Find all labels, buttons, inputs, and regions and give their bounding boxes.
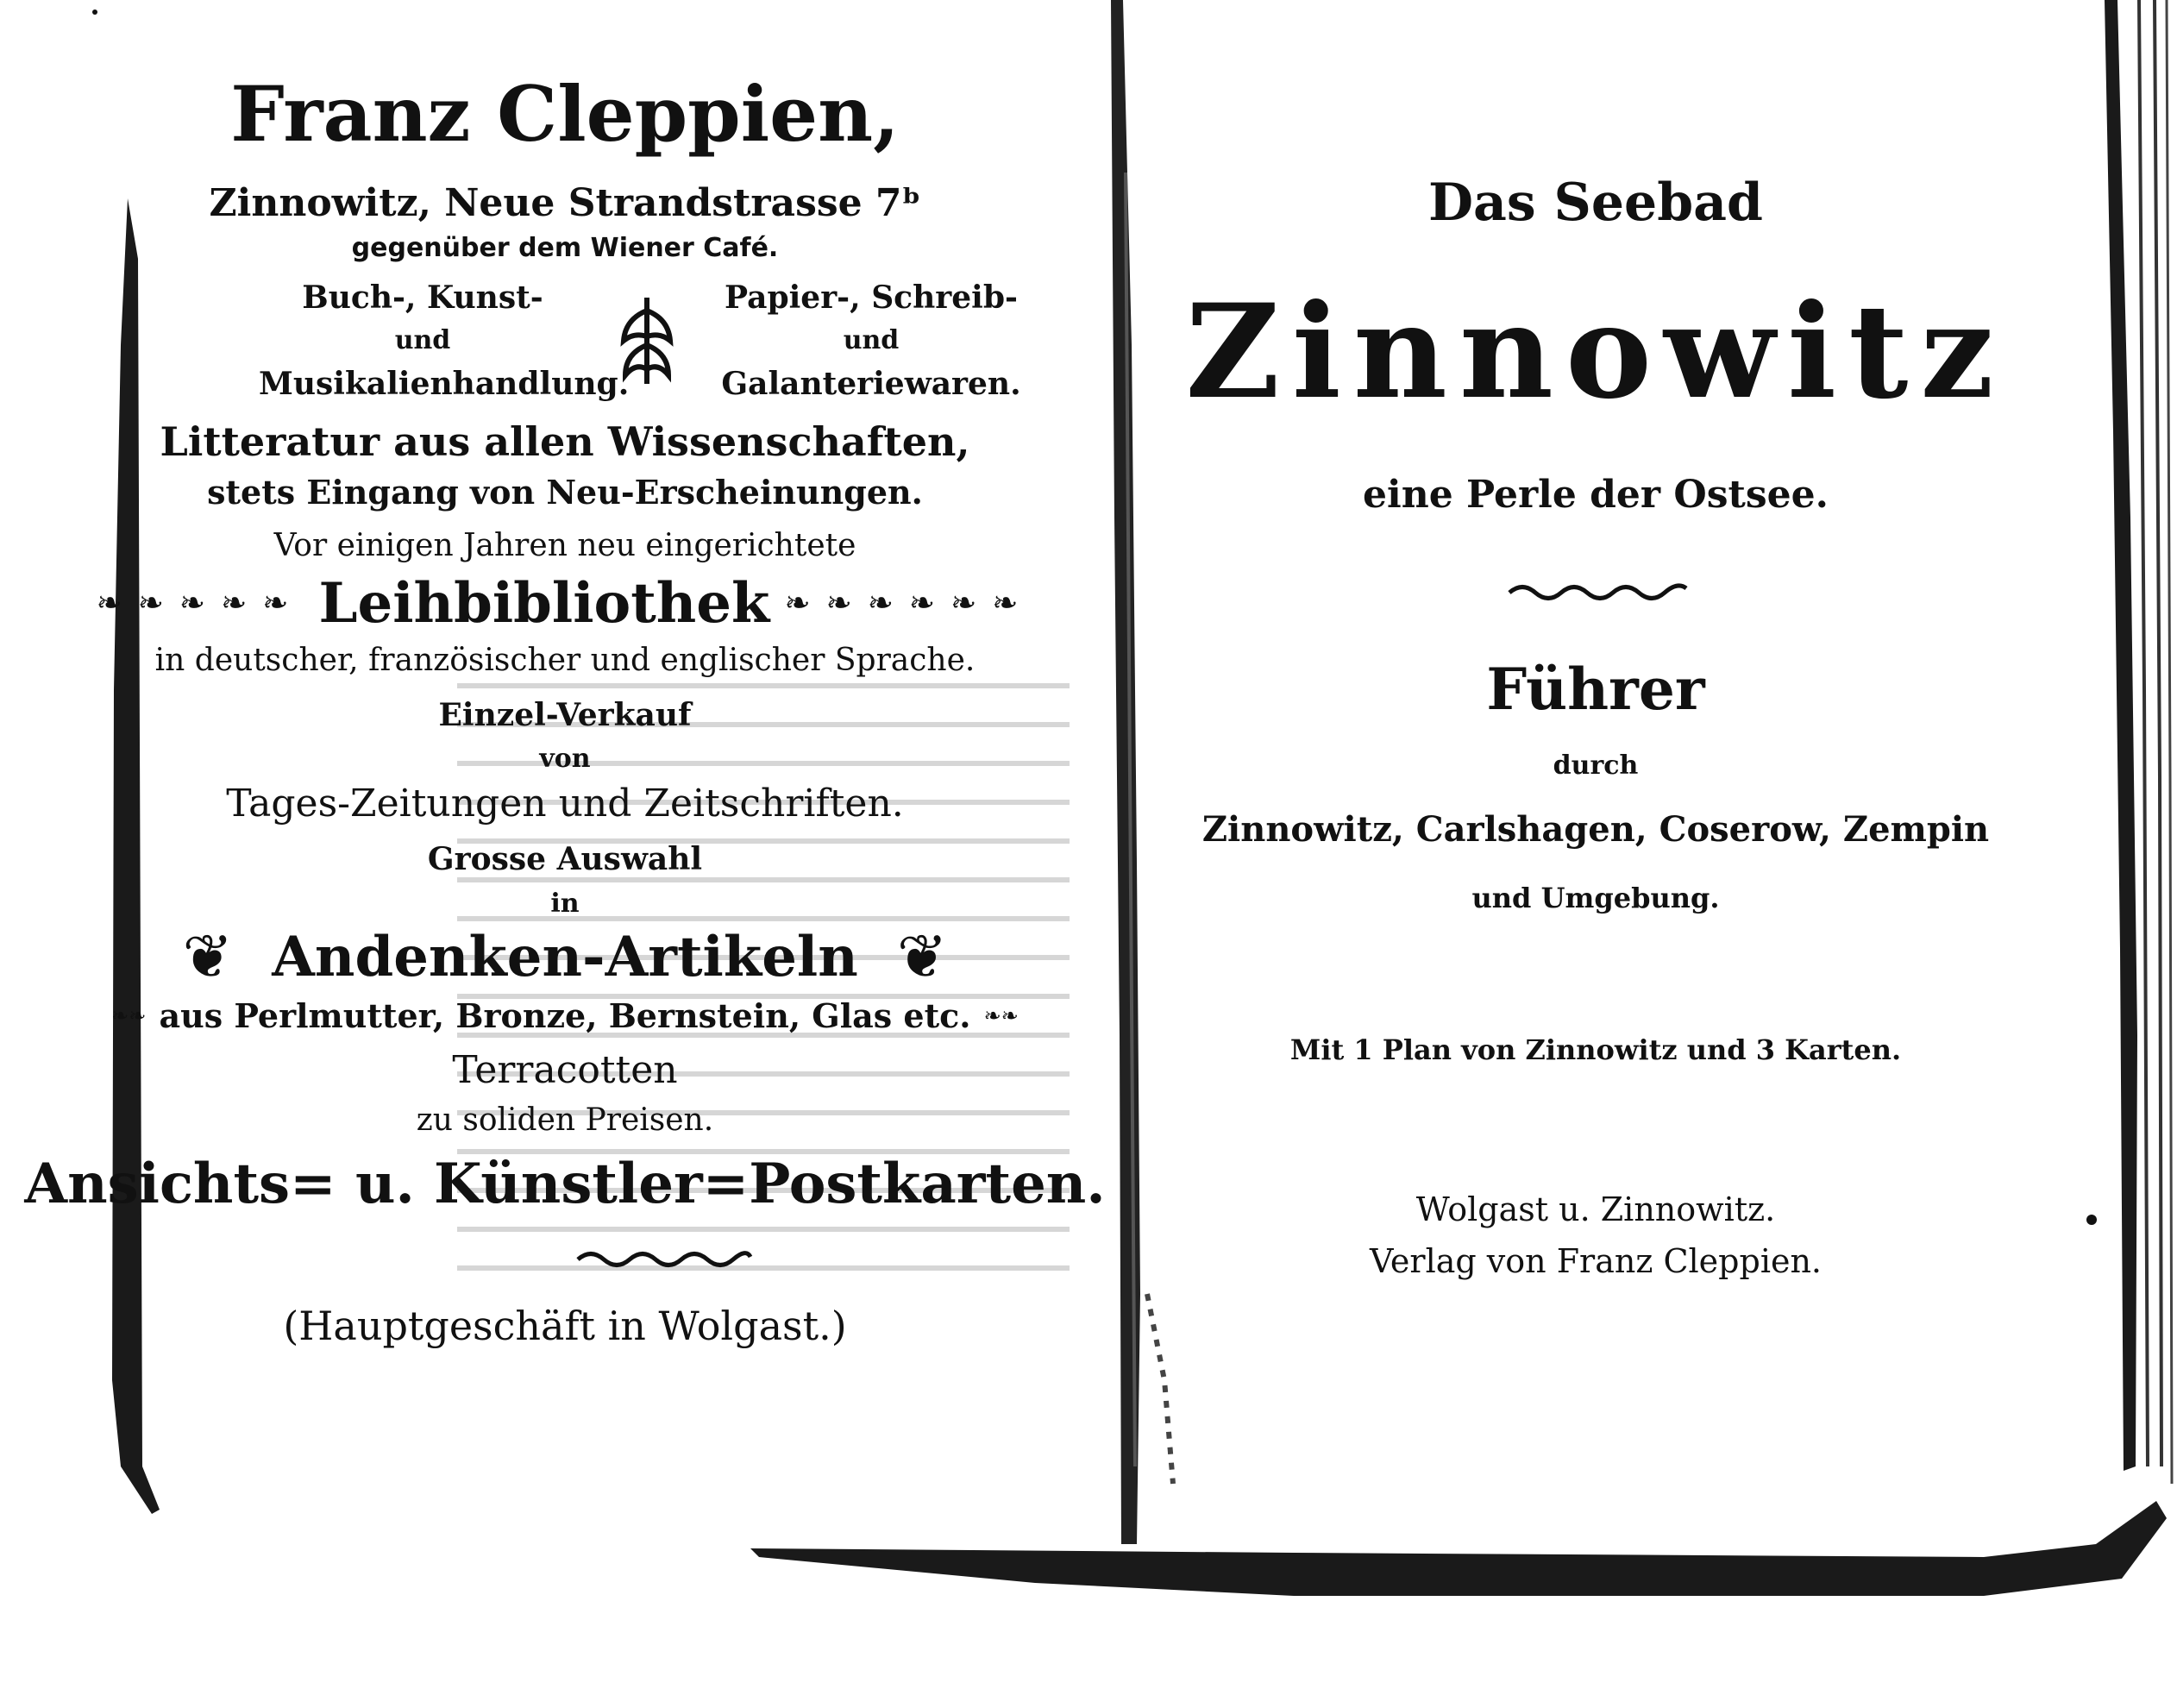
- fleuron-ornament-icon: [617, 293, 677, 388]
- selection-line: Grosse Auswahl: [427, 841, 703, 877]
- von-line: von: [539, 744, 591, 774]
- places-line: Zinnowitz, Carlshagen, Coserow, Zempin: [1201, 809, 1990, 850]
- surroundings-line: und Umgebung.: [1471, 882, 1720, 914]
- maps-line: Mit 1 Plan von Zinnowitz und 3 Karten.: [1289, 1033, 1902, 1066]
- place-of-publication: Wolgast u. Zinnowitz.: [1415, 1190, 1776, 1228]
- small-ornament-left-icon: ❧❧: [111, 1003, 147, 1028]
- shop-categories: [259, 276, 1035, 405]
- wavy-divider-icon: [574, 1246, 755, 1272]
- leaf-ornament-right-icon: ❦: [896, 921, 948, 992]
- newspapers-line: Tages-Zeitungen und Zeitschriften.: [226, 782, 904, 826]
- opposite-cafe: gegenüber dem Wiener Café.: [351, 233, 779, 263]
- category-right: [707, 276, 1035, 405]
- left-page-advertisement: [0, 0, 1130, 1553]
- materials-line: aus Perlmutter, Bronze, Bernstein, Glas etc.: [159, 996, 971, 1035]
- library-intro: Vor einigen Jahren neu eingerichtete: [273, 528, 856, 563]
- prices-line: zu soliden Preisen.: [416, 1102, 714, 1138]
- right-page-title: [1130, 0, 2177, 1553]
- category-left-line-1: Buch-, Kunst-: [302, 279, 543, 316]
- durch-line: durch: [1553, 750, 1639, 781]
- new-releases-line: stets Eingang von Neu-Erscheinungen.: [207, 473, 923, 512]
- category-right-line-1: Papier-, Schreib-: [725, 279, 1018, 316]
- terracotta-line: Terracotten: [452, 1048, 678, 1092]
- publisher-line: Verlag von Franz Cleppien.: [1369, 1242, 1823, 1280]
- main-title: Zinnowitz: [1185, 276, 2006, 428]
- category-left-line-2: und: [394, 325, 451, 355]
- single-sale-line: Einzel-Verkauf: [438, 697, 692, 733]
- postcards-line: Ansichts= u. Künstler=Postkarten.: [24, 1152, 1106, 1216]
- subtitle: eine Perle der Ostsee.: [1363, 473, 1829, 517]
- address: Zinnowitz, Neue Strandstrasse 7ᵇ: [209, 181, 921, 225]
- category-left-line-3: Musikalienhandlung.: [259, 366, 630, 402]
- library-row: [0, 571, 1130, 636]
- pretitle: Das Seebad: [1427, 173, 1764, 233]
- languages-line: in deutscher, französischer und englischer Sprache.: [154, 643, 976, 678]
- wavy-divider-icon: [1505, 580, 1691, 606]
- leaf-ornaments-left-icon: ❧❧❧❧❧: [96, 586, 304, 621]
- category-right-line-3: Galanteriewaren.: [721, 366, 1021, 402]
- literature-line: Litteratur aus allen Wissenschaften,: [160, 418, 970, 465]
- small-ornament-right-icon: ❧❧: [983, 1003, 1019, 1028]
- firm-name: Franz Cleppien,: [230, 69, 900, 159]
- main-store-line: (Hauptgeschäft in Wolgast.): [283, 1303, 847, 1349]
- in-line: in: [550, 889, 580, 919]
- souvenirs-row: [0, 921, 1130, 992]
- leaf-ornament-left-icon: ❦: [182, 921, 234, 992]
- materials-row: [0, 996, 1130, 1035]
- library-heading: Leihbibliothek: [318, 571, 770, 636]
- leaf-ornaments-right-icon: ❧❧❧❧❧❧: [784, 586, 1034, 621]
- souvenirs-heading: Andenken-Artikeln: [272, 924, 858, 989]
- category-left: [259, 276, 630, 405]
- category-right-line-2: und: [843, 325, 900, 355]
- guide-heading: Führer: [1486, 656, 1705, 723]
